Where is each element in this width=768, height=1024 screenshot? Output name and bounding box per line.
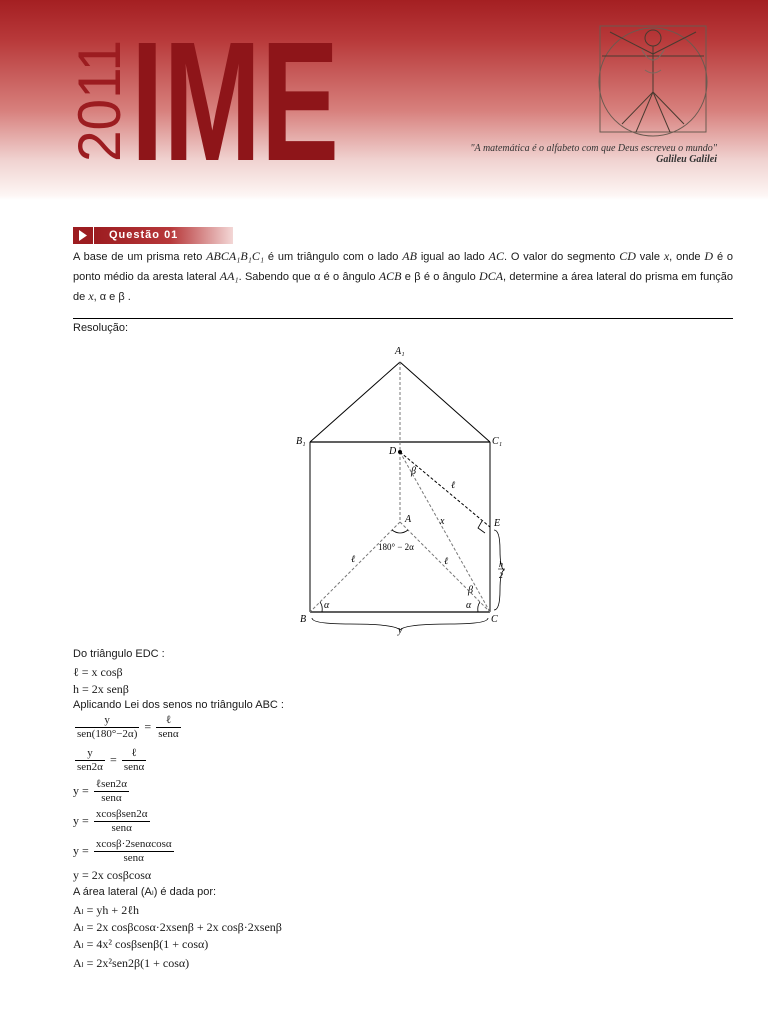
step-4: Aplicando Lei dos senos no triângulo ABC : bbox=[73, 699, 284, 711]
angle-arc-c bbox=[478, 602, 480, 612]
label-beta-c: β bbox=[468, 585, 473, 596]
label-h-den: 2 bbox=[499, 571, 503, 580]
label-a: A bbox=[405, 514, 412, 525]
label-h-num: h bbox=[499, 560, 503, 569]
step-9: Aₗ = 4x² cosβsenβ(1 + cosα) bbox=[73, 937, 209, 951]
label-ell-ac: ℓ bbox=[444, 556, 449, 567]
step-6: A área lateral (Aₗ) é dada por: bbox=[73, 886, 217, 898]
formula-5: y = $\frac{\text{xcosβ·2senαcosα}}{\text{senα}}$ bbox=[73, 838, 172, 864]
angle-arc-b bbox=[320, 602, 322, 612]
point-d bbox=[398, 450, 402, 454]
bracket-h2 bbox=[494, 530, 504, 610]
step-8: Aₗ = 2x cosβcosα·2xsenβ + 2x cosβ·2xsenβ bbox=[73, 920, 282, 934]
label-a1: A₁ bbox=[395, 346, 405, 357]
angle-arc-a bbox=[392, 530, 408, 533]
question-arrow-icon bbox=[73, 227, 93, 244]
segment-d-e bbox=[400, 452, 490, 527]
header-quote bbox=[440, 143, 717, 165]
edge-a1-c1 bbox=[400, 362, 490, 442]
label-alpha-c: α bbox=[466, 600, 472, 611]
step-2: ℓ = x cosβ bbox=[73, 665, 123, 679]
exam-title: IME bbox=[131, 7, 339, 197]
prism-figure bbox=[290, 340, 520, 640]
formula-3: y = $\frac{\text{ℓsen2α}}{\text{senα}}$ bbox=[73, 778, 128, 804]
formula-1: $\frac{y}{\text{sen(180°−2α)}}$ = $\frac{\text{ℓ}}{\text{senα}}$ bbox=[77, 714, 179, 740]
edge-a-c bbox=[400, 522, 490, 612]
exam-year bbox=[62, 32, 133, 162]
label-angle-a: 180° − 2α bbox=[378, 542, 414, 552]
step-7: Aₗ = yh + 2ℓh bbox=[73, 903, 139, 917]
label-y: y bbox=[398, 625, 403, 636]
label-ell-de: ℓ bbox=[451, 480, 456, 491]
quote-author: Galileu Galilei bbox=[656, 154, 717, 165]
right-angle-e bbox=[478, 521, 485, 533]
edge-a1-b1 bbox=[310, 362, 400, 442]
label-ell-ab: ℓ bbox=[351, 554, 356, 565]
quote-text: "A matemática é o alfabeto com que Deus escreveu o mundo" bbox=[470, 143, 717, 154]
formula-4: y = $\frac{\text{xcosβsen2α}}{\text{senα}}$ bbox=[73, 808, 148, 834]
exam-logo bbox=[131, 7, 341, 197]
formula-2: $\frac{y}{\text{sen2α}}$ = $\frac{\text{ℓ}}{\text{senα}}$ bbox=[77, 747, 145, 773]
step-5: y = 2x cosβcosα bbox=[73, 868, 152, 882]
label-d: D bbox=[389, 446, 397, 457]
resolution-heading: Resolução: bbox=[73, 322, 129, 334]
label-x: x bbox=[440, 516, 445, 527]
label-b: B bbox=[300, 614, 307, 625]
label-b1: B₁ bbox=[296, 436, 306, 447]
section-divider bbox=[73, 318, 733, 319]
question-label: Questão 01 bbox=[109, 229, 179, 241]
label-beta-d: β bbox=[411, 466, 416, 477]
label-e: E bbox=[494, 518, 501, 529]
label-alpha-b: α bbox=[324, 600, 330, 611]
question-text: A base de um prisma reto ABCA₁B₁C₁ é um triângulo com o lado AB igual ao lado AC. O valor do segmento CD vale x, onde D é o ponto médio da aresta lateral AA₁. Sabendo que α é o ângulo ACB e β é o ângulo DCA, determine a área lateral do prisma em função de x, α e β . bbox=[73, 249, 734, 303]
vitruvian-man-illustration bbox=[590, 20, 716, 136]
step-3: h = 2x senβ bbox=[73, 682, 129, 696]
label-c1: C₁ bbox=[492, 436, 503, 447]
step-1: Do triângulo EDC : bbox=[73, 648, 165, 660]
edge-a-b bbox=[310, 522, 400, 612]
question-header bbox=[73, 227, 233, 244]
label-c: C bbox=[491, 614, 498, 625]
step-10: Aₗ = 2x²sen2β(1 + cosα) bbox=[73, 956, 190, 970]
year-text: 2011 bbox=[66, 32, 133, 162]
